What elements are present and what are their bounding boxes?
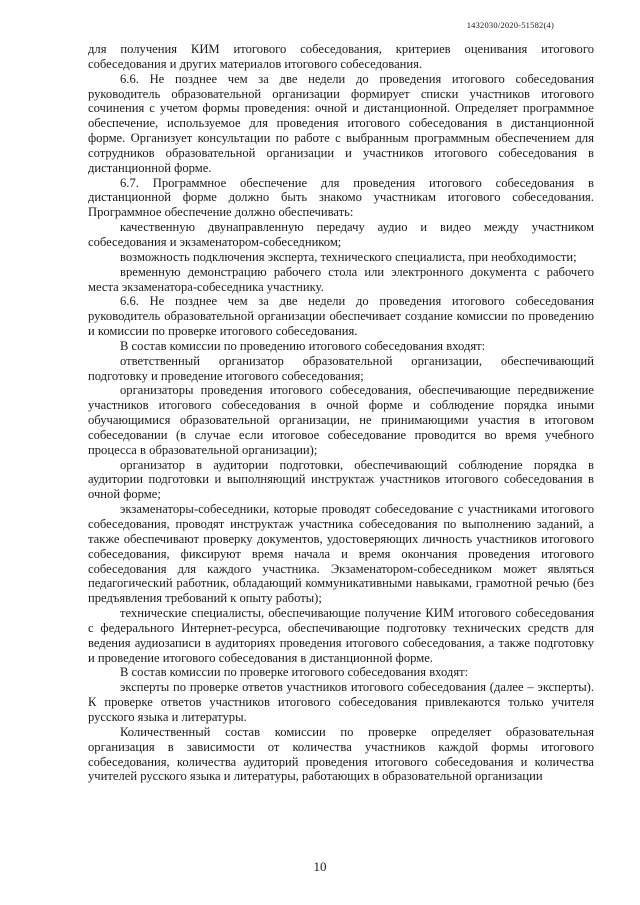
paragraph: возможность подключения эксперта, технического специалиста, при необходимости; <box>120 249 577 264</box>
paragraph: эксперты по проверке ответов участников итогового собеседования (далее – эксперты). К проверке ответов участников итогового собеседования привлекаются только учителя русского языка и литературы. <box>88 680 594 724</box>
paragraph: технические специалисты, обеспечивающие получение КИМ итогового собеседования с федерального Интернет-ресурса, обеспечивающие подготовку технических средств для ведения аудиозаписи в аудиториях проведения итогового собеседования, а также подготовку и проведение итогового собеседования в дистанционной форме. <box>88 606 594 665</box>
paragraph: для получения КИМ итогового собеседования, критериев оценивания итогового собеседования и других материалов итогового собеседования. <box>88 42 594 71</box>
paragraph: Количественный состав комиссии по проверке определяет образовательная организация в зависимости от количества участников каждой формы итогового собеседования, количества аудиторий проведения итогового собеседования и количества учителей русского языка и литературы, работающих в образовательной организации <box>88 724 594 784</box>
paragraph: 6.7. Программное обеспечение для проведения итогового собеседования в дистанционной форме должно быть знакомо участникам итогового собеседования. Программное обеспечение должно обеспечивать: <box>88 175 594 220</box>
document-body <box>88 42 594 784</box>
document-id: 1432030/2020-51582(4) <box>466 20 554 30</box>
paragraph: ответственный организатор образовательной организации, обеспечивающий подготовку и проведение итогового собеседования; <box>88 353 594 383</box>
paragraph: качественную двунаправленную передачу аудио и видео между участником собеседования и экзаменатором-собеседником; <box>88 220 594 249</box>
paragraph: экзаменаторы-собеседники, которые проводят собеседование с участниками итогового собеседования, проводят инструктаж участника собеседования по выполнению заданий, а также обеспечивают проверку документов, удостоверяющих личность участников итогового собеседования, фиксируют время начала и время окончания проведения итогового собеседования для каждого участника. Экзаменатором-собеседником может являться педагогический работник, обладающий коммуникативными навыками, грамотной речью (без предъявления требований к опыту работы); <box>88 502 594 606</box>
paragraph: В состав комиссии по проведению итогового собеседования входят: <box>120 338 486 353</box>
paragraph: 6.6. Не позднее чем за две недели до проведения итогового собеседования руководитель образовательной организации обеспечивает создание комиссии по проведению и комиссии по проверке итогового собеседования. <box>88 294 594 339</box>
paragraph: организатор в аудитории подготовки, обеспечивающий соблюдение порядка в аудитории подготовки и выполняющий инструктаж участников итогового собеседования в очной форме; <box>88 457 594 502</box>
paragraph: В состав комиссии по проверке итогового собеседования входят: <box>120 665 469 680</box>
paragraph: организаторы проведения итогового собеседования, обеспечивающие передвижение участников итогового собеседования в очной форме и соблюдение порядка иными обучающимися образовательной организации, не принимающими участия в итоговом собеседовании (в случае если итоговое собеседование проводится во время учебного процесса в образовательной организации); <box>88 383 594 457</box>
paragraph: 6.6. Не позднее чем за две недели до проведения итогового собеседования руководитель образовательной организации формирует списки участников итогового сочинения с учетом формы проведения: очной и дистанционной. Определяет программное обеспечение, используемое для проведения итогового собеседования в дистанционной форме. Организует консультации по работе с выбранным программным обеспечением для сотрудников образовательной организации и участников итогового собеседования в дистанционной форме. <box>88 71 594 175</box>
paragraph: временную демонстрацию рабочего стола или электронного документа с рабочего места экзаменатора-собеседника участнику. <box>88 264 594 294</box>
page-number: 10 <box>313 859 327 874</box>
